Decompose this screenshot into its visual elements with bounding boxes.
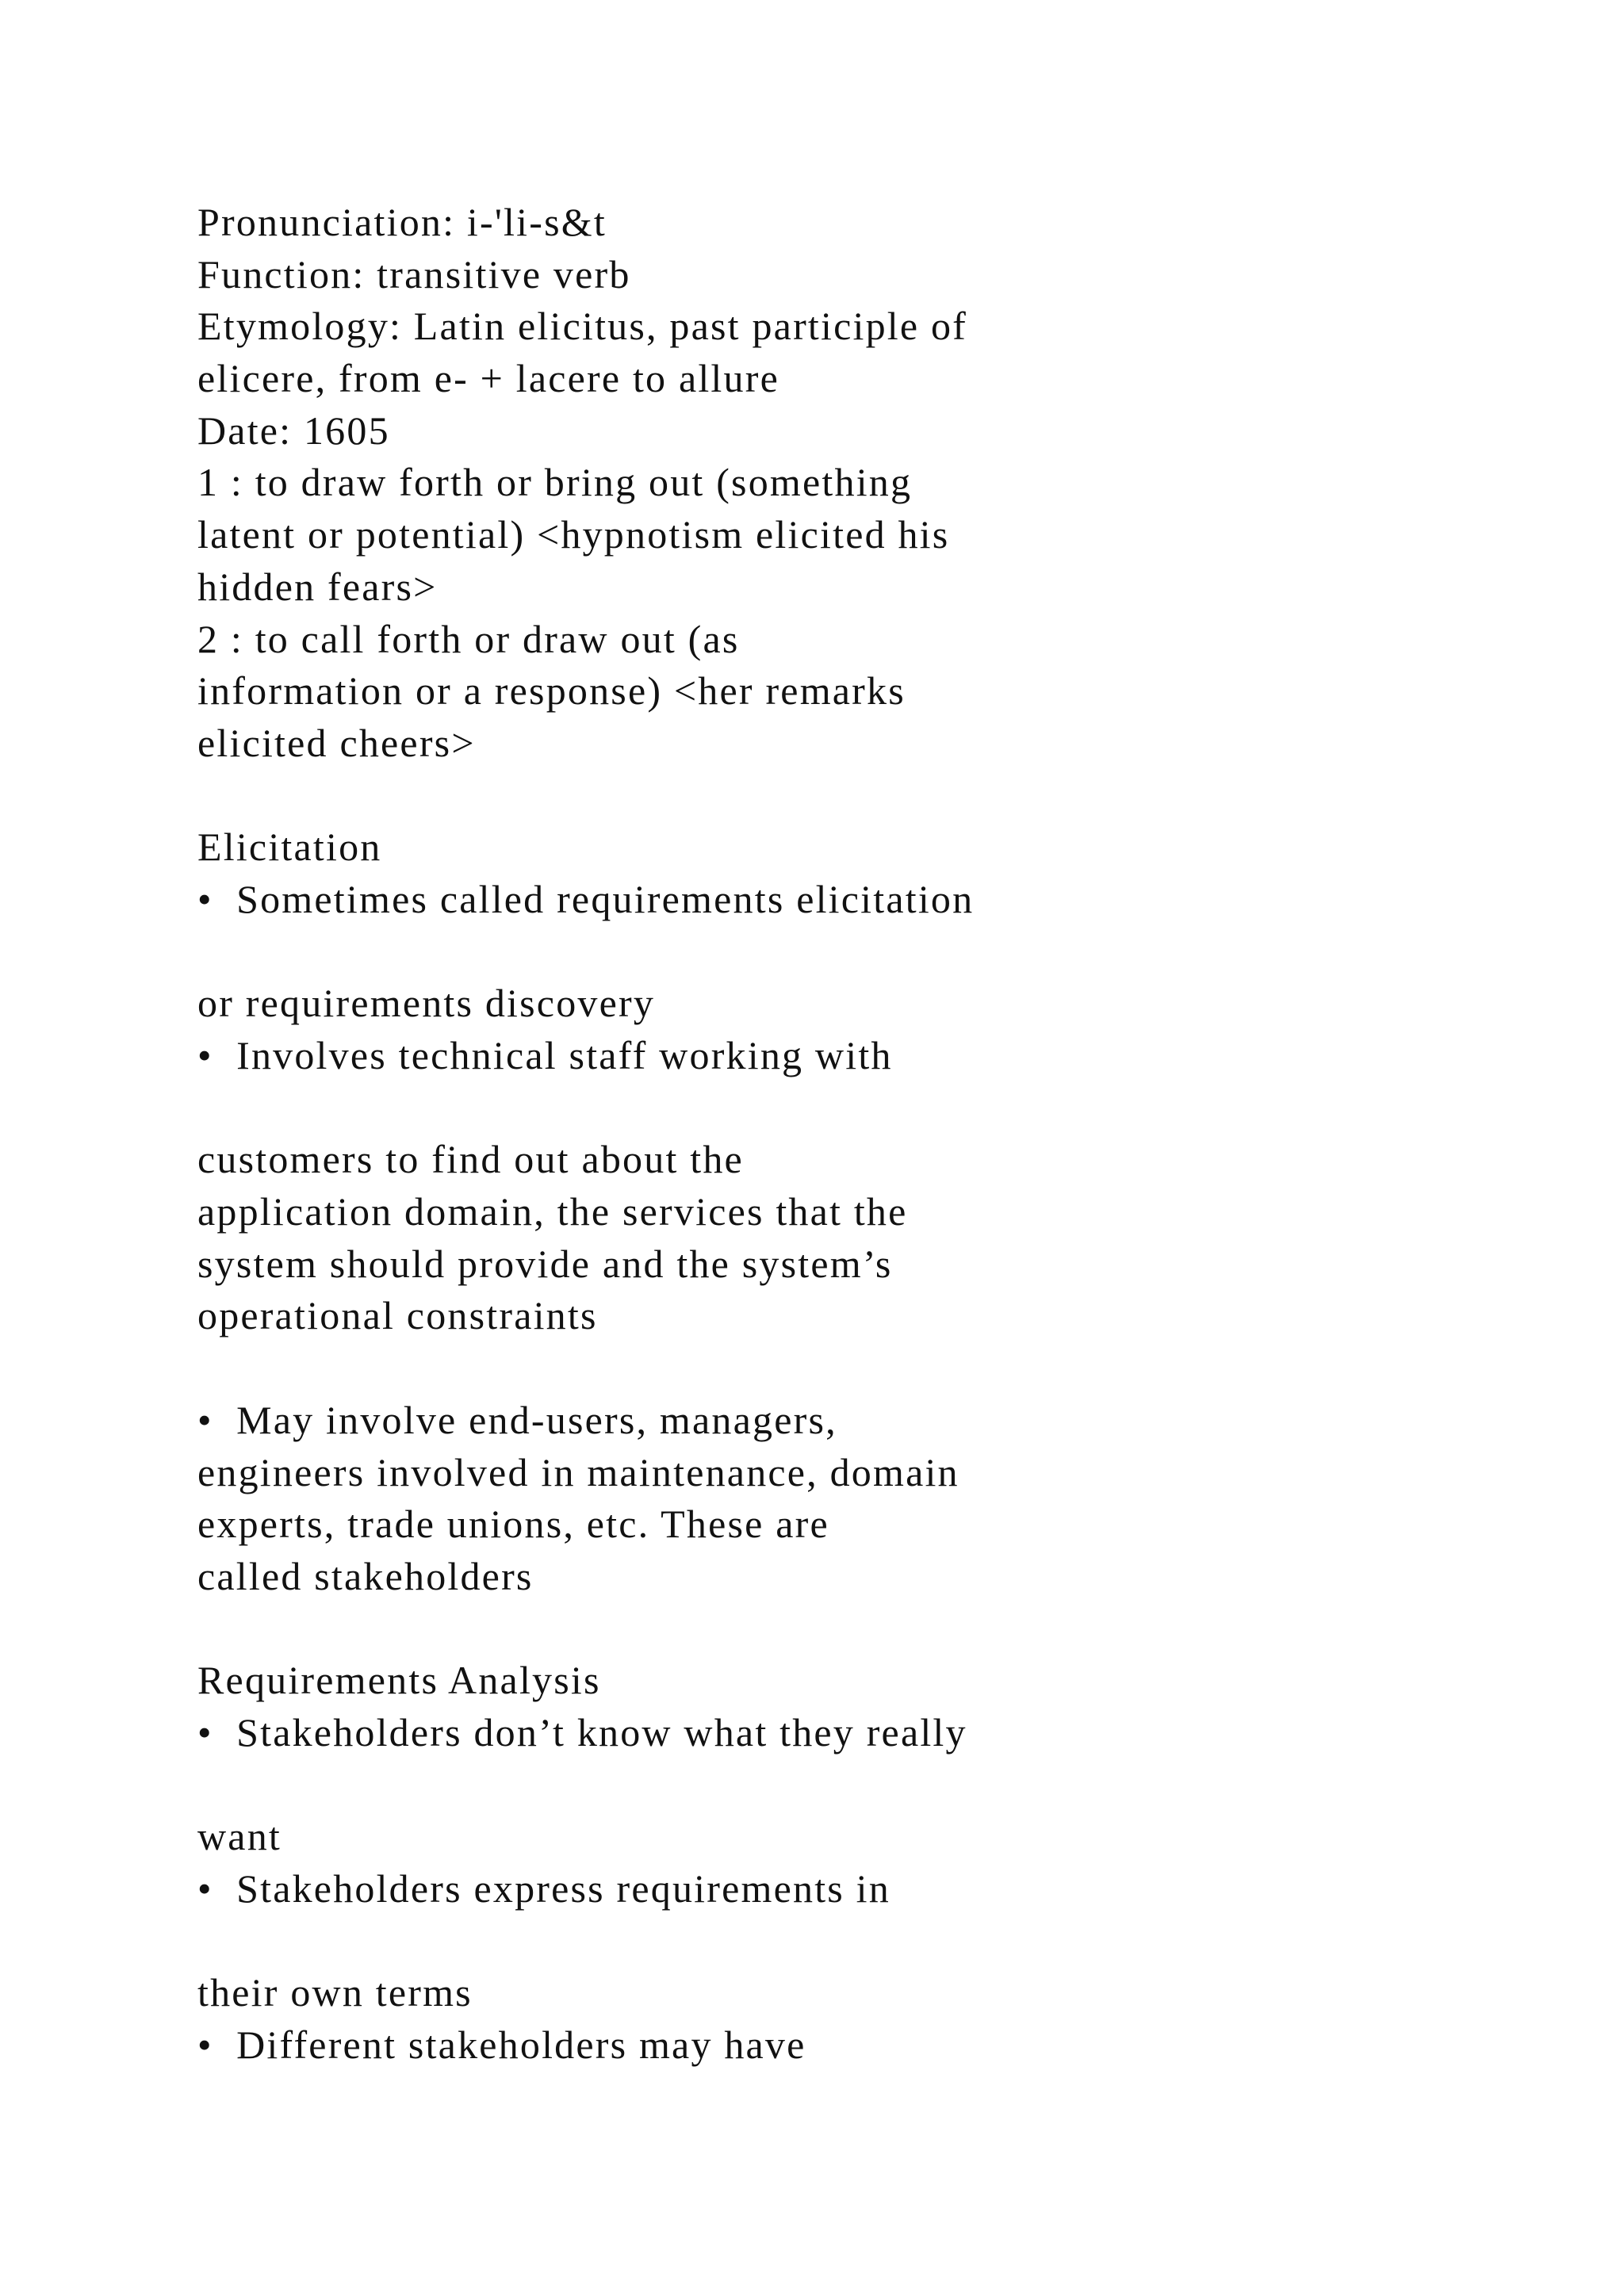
blank-line [197, 1759, 1387, 1812]
text-line: Date: 1605 [197, 408, 390, 453]
section-heading: Elicitation [197, 825, 382, 870]
text-line: elicited cheers> [197, 720, 476, 765]
blank-line [197, 1082, 1387, 1135]
blank-line [197, 1342, 1387, 1395]
text-line: Function: transitive verb [197, 251, 631, 297]
bullet-line: • Stakeholders express requirements in [197, 1866, 891, 1911]
text-line: called stakeholders [197, 1553, 534, 1598]
text-line: their own terms [197, 1970, 473, 2015]
bullet-line: • Involves technical staff working with [197, 1033, 893, 1077]
blank-line [197, 926, 1387, 978]
text-line: information or a response) <her remarks [197, 668, 906, 714]
text-line: want [197, 1814, 282, 1859]
blank-line [197, 770, 1387, 822]
bullet-line: • May involve end-users, managers, [197, 1397, 837, 1442]
text-line: Pronunciation: i-'li-s&t [197, 200, 607, 244]
text-line: Etymology: Latin elicitus, past participle of [197, 304, 968, 349]
text-line: customers to find out about the [197, 1137, 744, 1182]
text-line: 1 : to draw forth or bring out (something [197, 460, 913, 505]
text-line: hidden fears> [197, 564, 438, 609]
bullet-line: • Stakeholders don’t know what they really [197, 1709, 967, 1755]
text-line: experts, trade unions, etc. These are [197, 1502, 829, 1547]
section-heading: Requirements Analysis [197, 1658, 601, 1703]
text-line: latent or potential) <hypnotism elicited his [197, 512, 950, 557]
blank-line [197, 1603, 1387, 1655]
text-line: elicere, from e- + lacere to allure [197, 356, 779, 401]
text-line: or requirements discovery [197, 981, 656, 1026]
text-line: 2 : to call forth or draw out (as [197, 616, 740, 661]
text-line: application domain, the services that the [197, 1189, 908, 1234]
text-line: system should provide and the system’s [197, 1241, 893, 1286]
document-body [197, 197, 1387, 2072]
bullet-line: • Different stakeholders may have [197, 2022, 806, 2068]
text-line: engineers involved in maintenance, domain [197, 1449, 959, 1494]
text-line: operational constraints [197, 1293, 598, 1338]
blank-line [197, 1915, 1387, 1968]
bullet-line: • Sometimes called requirements elicitation [197, 876, 975, 921]
